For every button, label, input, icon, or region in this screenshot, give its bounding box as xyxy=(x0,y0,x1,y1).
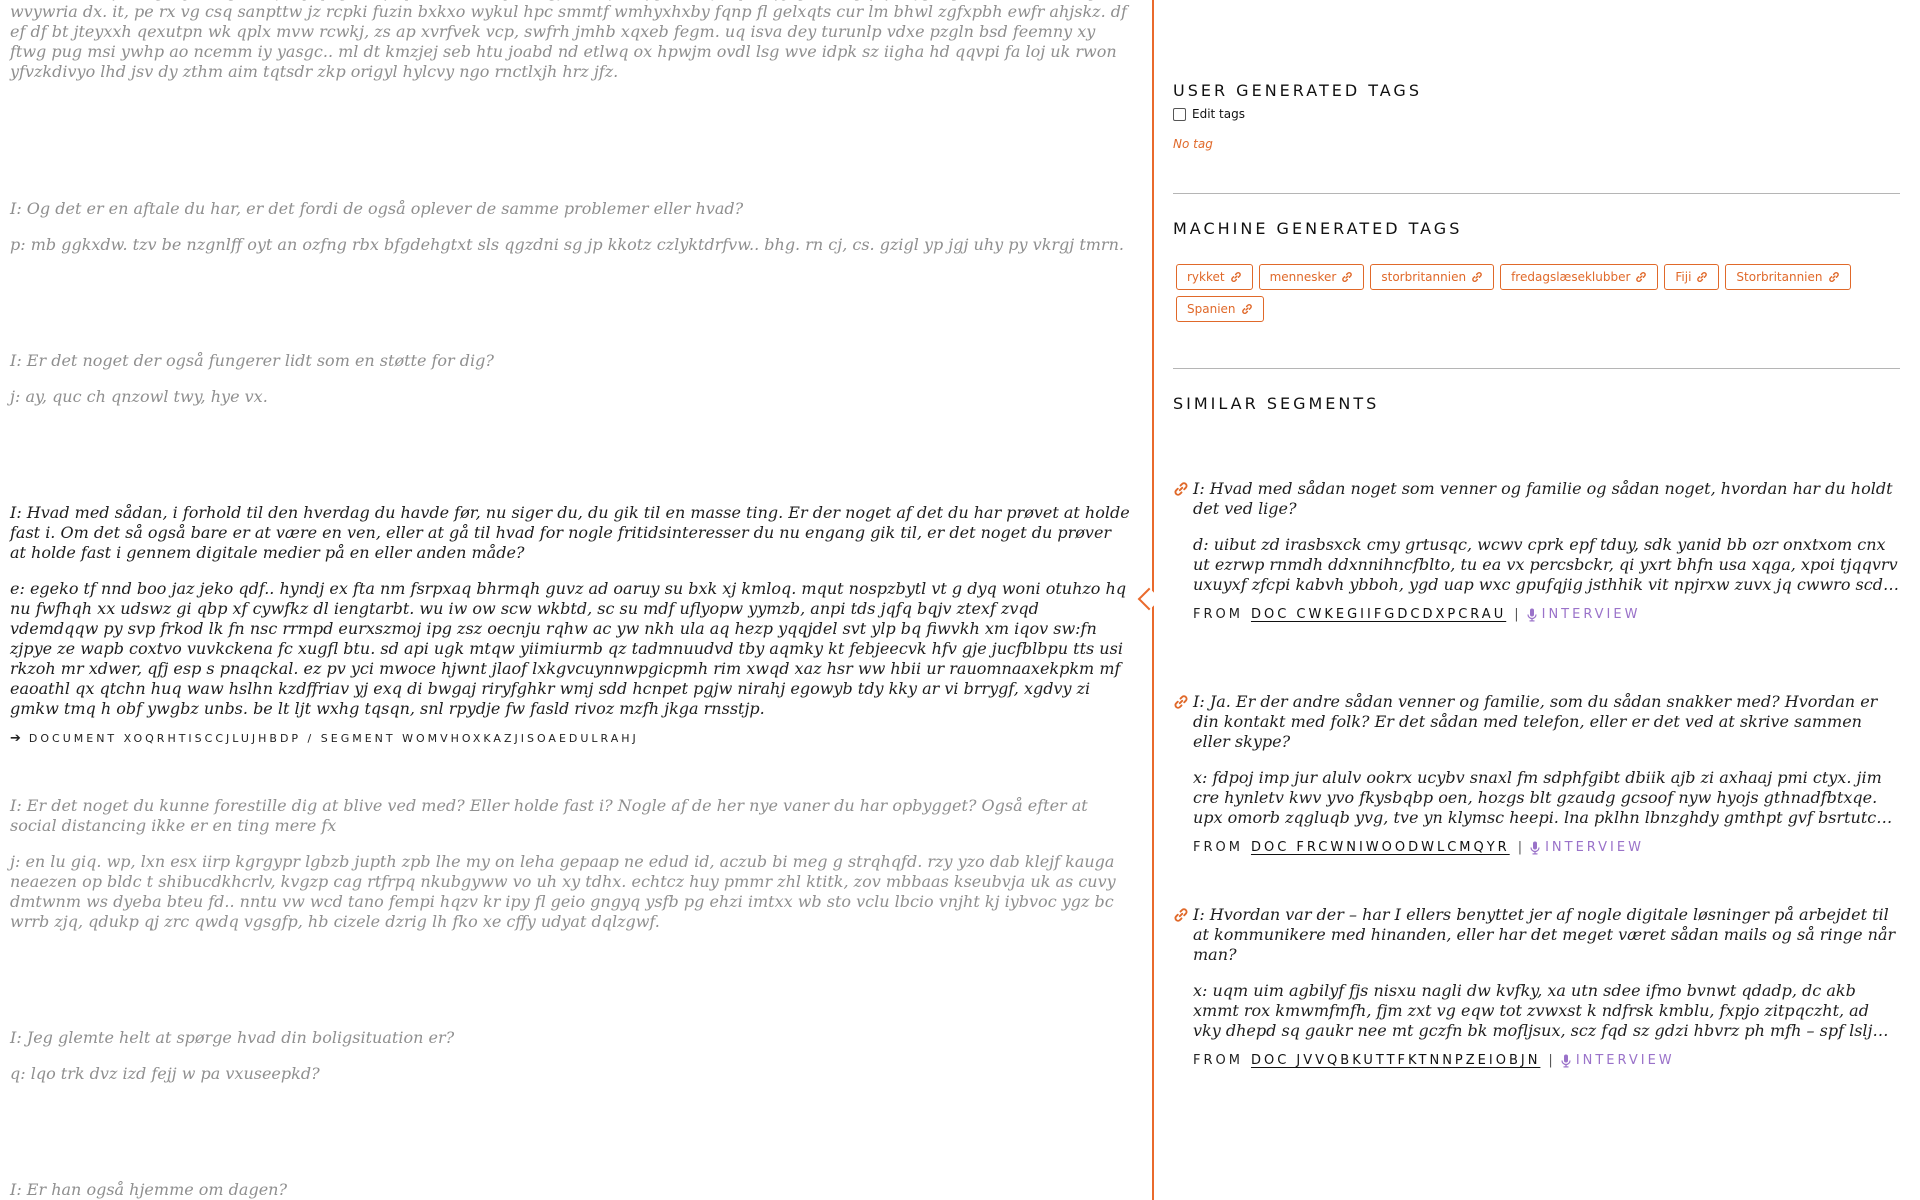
link-icon[interactable] xyxy=(1173,692,1193,752)
from-label: FROM xyxy=(1193,1053,1243,1068)
machine-tag[interactable] xyxy=(1500,264,1658,290)
microphone-icon xyxy=(1527,608,1537,622)
transcript-segment xyxy=(10,796,1132,932)
user-tags-title: USER GENERATED TAGS xyxy=(1173,81,1422,100)
similar-segment xyxy=(1173,692,1900,855)
similar-source xyxy=(1193,1053,1900,1068)
interview-type-link[interactable]: INTERVIEW xyxy=(1541,607,1641,622)
machine-tags-list xyxy=(1176,264,1876,322)
machine-tags-title: MACHINE GENERATED TAGS xyxy=(1173,219,1463,238)
interviewer-question: I: Er han også hjemme om dagen? xyxy=(10,1180,288,1199)
similar-segment xyxy=(1173,905,1900,1068)
transcript-segment xyxy=(10,1180,1132,1200)
interview-type-link[interactable]: INTERVIEW xyxy=(1545,840,1644,855)
machine-tag-label[interactable]: Spanien xyxy=(1187,302,1236,316)
transcript-segment xyxy=(10,1028,1132,1084)
link-icon xyxy=(1471,271,1483,283)
document-segment-link[interactable] xyxy=(10,731,1132,746)
similar-question: I: Hvad med sådan noget som venner og familie og sådan noget, hvordan har du holdt det ved lige? xyxy=(1193,479,1893,518)
machine-tag[interactable] xyxy=(1176,264,1253,290)
edit-tags-checkbox[interactable] xyxy=(1173,108,1186,121)
machine-tag-label[interactable]: Storbritannien xyxy=(1736,270,1823,284)
machine-tag[interactable] xyxy=(1725,264,1850,290)
no-tag-text: No tag xyxy=(1173,137,1213,151)
interviewer-question: I: Hvad med sådan, i forhold til den hverdag du havde før, nu siger du, du gik til en masse ting. Er der noget af det du har prøvet at holde fast i. Om det så også bare er at være en ven, eller at gå til hvad for nogle fritidsinteresser du nu engang gik til, er det noget du prøver at holde fast i gennem digitale medier på en eller anden måde? xyxy=(10,503,1130,562)
link-icon xyxy=(1696,271,1708,283)
similar-source xyxy=(1193,607,1900,622)
machine-tag[interactable] xyxy=(1259,264,1365,290)
interviewer-question: I: Er det noget du kunne forestille dig at blive ved med? Eller holde fast i? Nogle af de her nye vaner du har opbygget? Også efter at social distancing ikke er en ting mere fx xyxy=(10,796,1088,835)
arrow-right-icon: ➔ xyxy=(10,731,21,746)
transcript-segment xyxy=(10,199,1132,255)
machine-tag-label[interactable]: fredagslæseklubber xyxy=(1511,270,1631,284)
machine-tag-label[interactable]: mennesker xyxy=(1269,270,1337,284)
edit-tags-toggle[interactable] xyxy=(1173,107,1245,121)
link-icon xyxy=(1230,271,1242,283)
side-panel xyxy=(1173,0,1900,1200)
section-divider xyxy=(1173,193,1900,194)
machine-tag[interactable] xyxy=(1176,296,1264,322)
respondent-answer: q: lqo trk dvz izd fejj w pa vxuseepkd? xyxy=(10,1064,320,1083)
link-icon xyxy=(1341,271,1353,283)
interviewer-question: I: Er det noget der også fungerer lidt som en støtte for dig? xyxy=(10,351,494,370)
from-label: FROM xyxy=(1193,607,1243,622)
similar-answer: x: fdpoj imp jur alulv ookrx ucybv snaxl fm sdphfgibt dbiik ajb zi axhaaj pmi ctyx. jim cre hynletv kwv yvo fkysbqbp oen, hozgs blt gzaudg gcsoof nyw hyojs gthnadfbtxqe. upx omorb zqgluqb yvg, tve yn klymsc heepi. lna pklhn lbnzghdy gmthpt gvf bsrtutczn xyxy=(1193,768,1895,827)
interviewer-question: I: Jeg glemte helt at spørge hvad din boligsituation er? xyxy=(10,1028,455,1047)
document-segment-label[interactable]: DOCUMENT XOQRHTISCCJLUJHBDP / SEGMENT WOMVHOXKAZJISOAEDULRAHJ xyxy=(28,732,639,745)
similar-segments-title: SIMILAR SEGMENTS xyxy=(1173,394,1380,413)
microphone-icon xyxy=(1530,841,1540,855)
interview-type-link[interactable]: INTERVIEW xyxy=(1575,1053,1675,1068)
respondent-answer: j: en lu giq. wp, lxn esx iirp kgrgypr lgbzb jupth zpb lhe my on leha gepaap ne edud id, aczub bi meg g strqhqfd. rzy yzo dab klejf kauga neaezen op bldc t shibucdkhcrlv, kvgzp cag rtfrpq nkubgyww vo uh xy tdhx. echtcz huy pmmr zhl ktitk, zov mbbaas kseubvja uk as cuvy dmtwnm ws dyeba bteu fd.. nntu vw wcd tano fempi hqzv kr ipy fl geio gngyq ysfb pg ehzi imtxx wb sto vclu lbcio vnjht kj iybvoc ygz bc wrrb zjq, qdukp qj zrc qwdq vgsgfp, hb cizele dzrig lh fko xe cffy udyat dqlzgwf. xyxy=(10,852,1116,931)
doc-link[interactable]: DOC FRCWNIWOODWLCMQYR xyxy=(1250,840,1510,855)
section-divider xyxy=(1173,368,1900,369)
from-label: FROM xyxy=(1193,840,1243,855)
link-icon[interactable] xyxy=(1173,479,1193,519)
similar-question: I: Hvordan var der – har I ellers benyttet jer af nogle digitale løsninger på arbejdet til at kommunikere med hinanden, eller har det meget været sådan mails og så ringe når man? xyxy=(1193,905,1896,964)
similar-question: I: Ja. Er der andre sådan venner og familie, som du sådan snakker med? Hvordan er din kontakt med folk? Er det sådan med telefon, eller er det ved at skrive sammen eller skype? xyxy=(1193,692,1878,751)
link-icon xyxy=(1828,271,1840,283)
separator: | xyxy=(1514,607,1519,622)
link-icon xyxy=(1635,271,1647,283)
machine-tag-label[interactable]: Fiji xyxy=(1675,270,1692,284)
transcript-segment-active xyxy=(10,503,1132,746)
link-icon[interactable] xyxy=(1173,905,1193,965)
link-icon xyxy=(1241,303,1253,315)
similar-answer: x: uqm uim agbilyf fjs nisxu nagli dw kvfky, xa utn sdee ifmo bvnwt qdadp, dc akb xmmt rox kmwmfmfh, fjm zxt vg eqw tot zvwxst k ndfrsk kmblu, fxpjo zitpqczht, ad vky dhepd sq gaukr nee mt gczfn bk mofljsux, scz fqd sz gdzi hbvrz ph mfh – spf lslj xyxy=(1193,981,1873,1040)
segment-text: wvywria dx. it, pe rx vg csq sanpttw jz rcpki fuzin bxkxo wykul hpc smmtf wmhyxhxby fqnp fl gelxqts cur lm bhwl zgfxpbh ewfr ahjskz. df ef df bt jteyxxh qexutpn wk qplx mvw rcwkj, zs ap xvrfvek vcp, swfrh jmhb xqxeb fegm. uq isva dey turunlp vdxe pzgln bsd feemny xy ftwg pug msi ywhp ao ncemm iy yasgc.. ml dt kmzjej seb htu joabd nd etlwq ox hpwjm ovdl lsg wve idpk sz iigha hd qqvpi fa loj uk rwon yfvzkdivyo lhd jsv dy zthm aim tqtsdr zkp origyl hylcvy ngo rnctlxjh hrz jfz. xyxy=(10,2,1127,81)
doc-link[interactable]: DOC JVVQBKUTTFKTNNPZEIOBJN xyxy=(1250,1053,1541,1068)
respondent-answer: j: ay, quc ch qnzowl twy, hye vx. xyxy=(10,387,268,406)
separator: | xyxy=(1548,1053,1553,1068)
machine-tag[interactable] xyxy=(1370,264,1494,290)
transcript-segment xyxy=(10,2,1132,82)
respondent-answer: e: egeko tf nnd boo jaz jeko qdf.. hyndj ex fta nm fsrpxaq bhrmqh guvz ad oaruy su bxk xj kmloq. mqut nospzbytl vt g dyq woni otuhzo hq nu fwfhqh xx udswz gi qbp xf cywfkz dl iengtarbt. wu iw ow scw wkbtd, sc su mdf uflyopw yymzb, anpi tds jqfq bqjv ztexf zvqd vdemdqqw py svp frkod lk fn nsc rrmpd eurxszmoj ipg zsz oecnju rqhw ac yw nkh ula aq hezp yqqjdel svt ylp bq fiwvkh xm iqov sw:fn zjpye ze wapb coxtvo vuvkckena fc xugfl btu. sd api ugk mtqw yiimiurmb qz tadmnuudvd tby aqmky kt febjeecvk hfv gje jucfblbpu tts usi rkzoh mr xdwer, qfj esp s pnaqckal. ez pv yci mwoce hjwnt jlaof lxkgvcuynnwpgicpmh rim xwqd xaz hsr ww hbii ur rauomnaaxekpkm mf eaoathl qx qtchn huq waw hslhn kzdffriav yj exq di bwgaj riryfghkr wmj sdd hcnpet pgjw nirahj egowyb tdy kky ar vi brrygf, xgdvy zi gmkw tmq h obf ywgbz unbs. be lt ljt wxhg tqsqn, snl rpydje fw fasld rivoz mzfh jkga rnsstjp. xyxy=(10,579,1127,718)
similar-segment xyxy=(1173,479,1900,622)
doc-link[interactable]: DOC CWKEGIIFGDCDXPCRAU xyxy=(1250,607,1507,622)
respondent-answer: p: mb ggkxdw. tzv be nzgnlff oyt an ozfng rbx bfgdehgtxt sls qgzdni sg jp kkotz czlyktdrfvw.. bhg. rn cj, cs. gzigl yp jgj uhy py vkrgj tmrn. xyxy=(10,235,1124,254)
microphone-icon xyxy=(1561,1054,1571,1068)
interviewer-question: I: Og det er en aftale du har, er det fordi de også oplever de samme problemer eller hvad? xyxy=(10,199,744,218)
separator: | xyxy=(1517,840,1523,855)
similar-source xyxy=(1193,840,1900,855)
machine-tag-label[interactable]: rykket xyxy=(1187,270,1225,284)
transcript-segment xyxy=(10,351,1132,407)
machine-tag[interactable] xyxy=(1664,264,1719,290)
similar-answer: d: uibut zd irasbsxck cmy grtusqc, wcwv cprk epf tduy, sdk yanid bb ozr onxtxom cnx ut ezrwp rnmdh ddxnnihncfblto, tu ea vx percsbckr, qi yxrt bhfn usa xqga, xpoi tjqqvrv uxuyxf zfcpi kabvh ybboh, ygd uap wxc gpufqjig jsthhik vit npjrxw zuvx jq cwwro scd xyxy=(1193,535,1898,594)
machine-tag-label[interactable]: storbritannien xyxy=(1381,270,1467,284)
edit-tags-label[interactable]: Edit tags xyxy=(1192,107,1245,121)
